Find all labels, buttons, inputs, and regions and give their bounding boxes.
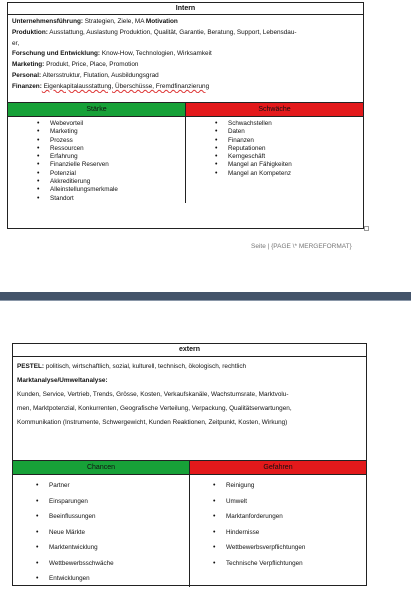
intern-line: Unternehmensführung: Strategien, Ziele, MA Motivation: [12, 18, 178, 25]
list-item: • Webevorteil: [50, 120, 185, 128]
intern-line: Finanzen: Eigenkapitalausstattung, Überschüsse, Fremdfinanzierung: [12, 82, 210, 90]
page-footer: Seite | {PAGE \* MERGEFORMAT}: [251, 243, 352, 250]
list-item: • Umwelt: [226, 494, 366, 510]
strengths-header: Stärke: [8, 103, 185, 117]
extern-table: [12, 343, 367, 586]
extern-line: Kunden, Service, Vertrieb, Trends, Grösse, Kosten, Verkaufskanäle, Wachstumsrate, Marktvolu-: [17, 391, 289, 398]
list-item: • Hindernisse: [226, 525, 366, 541]
list-item: • Entwicklungen: [49, 571, 189, 587]
list-item: • Daten: [228, 128, 363, 136]
list-item: • Wettbewerbsverpflichtungen: [226, 540, 366, 556]
extern-line: Marktanalyse/Umweltanalyse:: [17, 377, 108, 384]
extern-swot-columns: [13, 460, 366, 587]
list-item: • Erfahrung: [50, 153, 185, 161]
list-item: • Reinigung: [226, 478, 366, 494]
list-item: • Potenzial: [50, 170, 185, 178]
list-item: • Finanzen: [228, 137, 363, 145]
list-item: • Prozess: [50, 137, 185, 145]
weaknesses-header: Schwäche: [186, 103, 363, 117]
list-item: • Neue Märkte: [49, 525, 189, 541]
opportunities-header: Chancen: [13, 461, 189, 475]
extern-line: men, Marktpotenzial, Konkurrenten, Geografische Verteilung, Verpackung, Qualitätserwartungen,: [17, 405, 292, 412]
list-item: • Beeinflussungen: [49, 509, 189, 525]
page-separator: [0, 292, 411, 300]
table-resize-handle[interactable]: [364, 226, 369, 231]
extern-line: PESTEL: politisch, wirtschaftlich, sozial, kulturell, technisch, ökologisch, rechtlich: [17, 363, 247, 370]
list-item: • Einsparungen: [49, 494, 189, 510]
list-item: • Marktentwicklung: [49, 540, 189, 556]
threats-header: Gefahren: [190, 461, 366, 475]
list-item: • Alleinstellungsmerkmale: [50, 186, 185, 194]
list-item: • Ressourcen: [50, 145, 185, 153]
opportunities-list: [13, 475, 189, 587]
extern-factors: [13, 357, 366, 460]
intern-line: Personal: Altersstruktur, Flutation, Ausbildungsgrad: [12, 71, 159, 79]
intern-line: Marketing: Produkt, Price, Place, Promotion: [12, 61, 139, 69]
threats-column: [189, 461, 366, 587]
list-item: • Finanzielle Reserven: [50, 161, 185, 169]
intern-line: er,: [12, 39, 20, 47]
list-item: • Partner: [49, 478, 189, 494]
weaknesses-column: [185, 103, 363, 203]
intern-line: Produktion: Ausstattung, Auslastung Produktion, Qualität, Garantie, Beratung, Support, Lebensdau-: [12, 28, 297, 36]
intern-title: Intern: [8, 3, 363, 15]
list-item: • Akkreditierung: [50, 178, 185, 186]
weaknesses-list: [186, 117, 363, 178]
intern-factors: [8, 15, 363, 102]
strengths-column: [8, 103, 185, 203]
list-item: • Mangel an Kompetenz: [228, 170, 363, 178]
list-item: • Schwachstellen: [228, 120, 363, 128]
opportunities-column: [13, 461, 189, 587]
intern-swot-columns: [8, 102, 363, 203]
list-item: • Wettbewerbsschwäche: [49, 556, 189, 572]
list-item: • Marktanforderungen: [226, 509, 366, 525]
intern-line: Forschung und Entwicklung: Know-How, Technologien, Wirksamkeit: [12, 50, 212, 58]
list-item: • Standort: [50, 195, 185, 203]
extern-line: Kommunikation (Instrumente, Schwergewicht, Kunden Reaktionen, Zeitpunkt, Kosten, Wirkung): [17, 419, 288, 426]
list-item: • Mangel an Fähigkeiten: [228, 161, 363, 169]
page-separator-line: [0, 300, 411, 301]
intern-table: [7, 2, 364, 229]
list-item: • Technische Verpflichtungen: [226, 556, 366, 572]
threats-list: [190, 475, 366, 571]
list-item: • Marketing: [50, 128, 185, 136]
list-item: • Reputationen: [228, 145, 363, 153]
strengths-list: [8, 117, 185, 203]
extern-title: extern: [13, 344, 366, 357]
list-item: • Kerngeschäft: [228, 153, 363, 161]
